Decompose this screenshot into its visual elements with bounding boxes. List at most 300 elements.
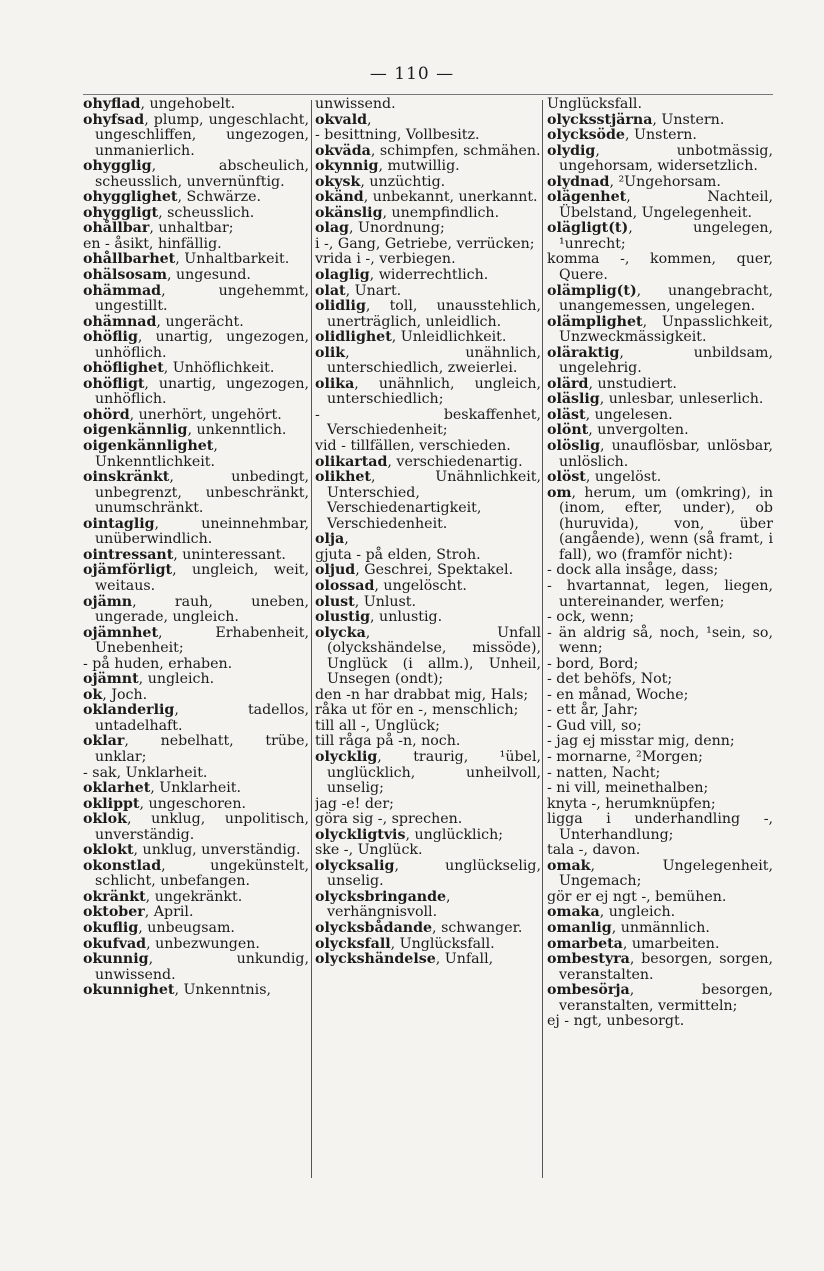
entry-definition: , nebelhatt, trübe, unklar; xyxy=(95,733,309,765)
dictionary-entry xyxy=(547,252,773,283)
dictionary-entry xyxy=(83,97,309,113)
entry-headword: ohöfligt xyxy=(83,375,145,392)
dictionary-entry xyxy=(83,921,309,937)
entry-headword: oläslig xyxy=(547,391,600,408)
entry-definition: , unbotmässig, ungehorsam, widersetzlich. xyxy=(559,142,773,175)
dictionary-entry xyxy=(547,470,773,486)
entry-definition: , Unfall (olyckshändelse, missöde), Unglück (i allm.), Unheil, Unsegen (ondt); xyxy=(327,624,541,688)
entry-definition: , unähnlich, unterschiedlich, zweierlei. xyxy=(327,344,541,377)
entry-headword: olyckligtvis xyxy=(315,826,406,843)
dictionary-entry xyxy=(547,144,773,175)
entry-definition: , herum, um (omkring), in (inom, efter, under), ob (huruvida), von, über (angående), wenn (så framt, i fall), wo (framför nicht): xyxy=(559,484,773,563)
entry-headword: olöst xyxy=(547,469,586,486)
entry-definition: , mutwillig. xyxy=(378,158,460,175)
dictionary-entry xyxy=(547,626,773,657)
entry-headword: oklar xyxy=(83,733,125,750)
dictionary-entry xyxy=(83,439,309,470)
dictionary-entry xyxy=(315,268,541,284)
entry-headword: oigenkännlig xyxy=(83,422,188,439)
dictionary-entry xyxy=(315,703,541,719)
entry-definition: , unbezwungen. xyxy=(146,935,260,952)
entry-headword: olämplighet xyxy=(547,313,643,330)
dictionary-entry xyxy=(83,734,309,765)
entry-definition: , besorgen, sorgen, veranstalten. xyxy=(559,951,773,983)
entry-definition: , Geschrei, Spektakel. xyxy=(355,562,514,579)
dictionary-entry xyxy=(83,595,309,626)
entry-definition: - det behöfs, Not; xyxy=(547,671,673,688)
entry-headword: ointaglig xyxy=(83,515,155,532)
entry-definition: , unangebracht, unangemessen, ungelegen. xyxy=(559,282,773,315)
dictionary-entry xyxy=(547,952,773,983)
entry-definition: , traurig, ¹übel, unglücklich, unheilvoll, unselig; xyxy=(327,748,541,797)
dictionary-entry xyxy=(315,797,541,813)
entry-definition: , toll, unausstehlich, unerträglich, unleidlich. xyxy=(327,298,541,330)
dictionary-column-3 xyxy=(547,97,773,1177)
entry-headword: ombesörja xyxy=(547,982,630,999)
dictionary-entry xyxy=(315,532,541,548)
entry-definition: ligga i underhandling -, Unterhandlung; xyxy=(547,811,773,843)
entry-definition: , Joch. xyxy=(102,686,148,703)
dictionary-entry xyxy=(547,610,773,626)
entry-headword: okänd xyxy=(315,189,364,206)
entry-definition: , unklug, unpolitisch, unverständig. xyxy=(95,811,309,843)
dictionary-entry xyxy=(83,672,309,688)
entry-definition: , ungekünstelt, schlicht, unbefangen. xyxy=(95,857,309,890)
entry-definition: , tadellos, untadelhaft. xyxy=(95,702,309,734)
entry-headword: olärd xyxy=(547,375,589,392)
dictionary-entry xyxy=(547,113,773,129)
dictionary-entry xyxy=(547,377,773,393)
entry-headword: olydnad xyxy=(547,173,610,190)
dictionary-entry xyxy=(547,175,773,191)
entry-definition: , abscheulich, scheusslich, unvernünftig. xyxy=(95,158,309,190)
entry-definition: , ungleich. xyxy=(138,671,215,688)
entry-definition: - ni vill, meinethalben; xyxy=(547,780,709,797)
dictionary-entry xyxy=(315,828,541,844)
dictionary-entry xyxy=(83,252,309,268)
dictionary-entry xyxy=(547,859,773,890)
dictionary-entry xyxy=(315,812,541,828)
entry-headword: olämplig(t) xyxy=(547,282,637,299)
entry-headword: ohyggligt xyxy=(83,204,159,221)
entry-definition: , Ungelegenheit, Ungemach; xyxy=(559,857,773,890)
entry-definition: gjuta - på elden, Stroh. xyxy=(315,546,481,563)
entry-headword: olika xyxy=(315,375,355,392)
entry-headword: ointressant xyxy=(83,546,174,563)
entry-headword: okränkt xyxy=(83,888,146,905)
entry-definition: , unähnlich, ungleich, unterschiedlich; xyxy=(327,375,541,408)
dictionary-entry xyxy=(83,190,309,206)
column-divider xyxy=(542,100,543,1178)
entry-definition: den -n har drabbat mig, Hals; xyxy=(315,686,529,703)
dictionary-column-1 xyxy=(83,97,309,1177)
entry-definition: , ungesund. xyxy=(167,267,251,284)
entry-definition: , Unkenntnis, xyxy=(174,982,272,999)
dictionary-entry xyxy=(83,657,309,673)
entry-definition: ske -, Unglück. xyxy=(315,842,423,859)
dictionary-entry xyxy=(315,128,541,144)
entry-definition: unwissend. xyxy=(315,97,396,112)
entry-definition: knyta -, herumknüpfen; xyxy=(547,795,716,812)
entry-headword: oläst xyxy=(547,406,586,423)
entry-headword: omaka xyxy=(547,904,600,921)
entry-definition: , scheusslich. xyxy=(158,204,255,221)
entry-definition: , unlesbar, unleserlich. xyxy=(599,391,764,408)
entry-headword: okunnighet xyxy=(83,982,175,999)
entry-definition: , unkundig, unwissend. xyxy=(95,951,309,983)
entry-definition: - dock alla insåge, dass; xyxy=(547,562,719,579)
entry-definition: , unbeugsam. xyxy=(138,919,235,936)
entry-definition: , Unglücksfall. xyxy=(390,935,495,952)
entry-headword: oklokt xyxy=(83,842,134,859)
entry-definition: - än aldrig så, noch, ¹sein, so, wenn; xyxy=(547,624,773,657)
entry-definition: jag -e! der; xyxy=(315,795,394,812)
dictionary-entry xyxy=(83,688,309,704)
dictionary-entry xyxy=(83,548,309,564)
dictionary-entry xyxy=(547,408,773,424)
entry-definition: , Unart. xyxy=(345,282,402,299)
entry-definition: komma -, kommen, quer, Quere. xyxy=(547,251,773,284)
dictionary-entry xyxy=(547,221,773,252)
entry-headword: okysk xyxy=(315,173,361,190)
dictionary-entry xyxy=(547,921,773,937)
entry-headword: olöslig xyxy=(547,438,601,455)
entry-definition: , unbekannt, unerkannt. xyxy=(363,189,538,206)
entry-definition: göra sig -, sprechen. xyxy=(315,811,463,828)
dictionary-entry xyxy=(547,750,773,766)
entry-definition: , umarbeiten. xyxy=(622,935,720,952)
entry-headword: ombestyra xyxy=(547,951,630,968)
dictionary-entry xyxy=(83,221,309,237)
entry-definition: , Unstern. xyxy=(652,111,725,128)
entry-definition: råka ut för en -, menschlich; xyxy=(315,702,519,719)
dictionary-entry xyxy=(547,843,773,859)
dictionary-entry xyxy=(315,221,541,237)
entry-headword: ohygglighet xyxy=(83,189,178,206)
dictionary-entry xyxy=(315,859,541,890)
entry-headword: ohyflad xyxy=(83,97,141,112)
entry-definition: , unhaltbar; xyxy=(149,220,234,237)
entry-definition: , unglückselig, unselig. xyxy=(327,857,541,890)
dictionary-entry xyxy=(315,579,541,595)
entry-definition: - ock, wenn; xyxy=(547,609,635,626)
entry-headword: okynnig xyxy=(315,158,379,175)
dictionary-entry xyxy=(315,299,541,330)
entry-definition: , verhängnisvoll. xyxy=(327,888,451,921)
entry-definition: - hvartannat, legen, liegen, untereinander, werfen; xyxy=(547,577,773,610)
entry-definition: , ungeschoren. xyxy=(139,795,246,812)
entry-definition: , Unähnlichkeit, Unterschied, Verschiedenartigkeit, Verschiedenheit. xyxy=(327,469,541,532)
dictionary-entry xyxy=(315,750,541,797)
entry-headword: oklippt xyxy=(83,795,140,812)
dictionary-entry xyxy=(83,315,309,331)
dictionary-entry xyxy=(547,937,773,953)
dictionary-entry xyxy=(83,408,309,424)
entry-definition: , unglücklich; xyxy=(405,826,503,843)
entry-headword: olidlig xyxy=(315,298,366,315)
entry-headword: ohöflighet xyxy=(83,360,164,377)
entry-headword: om xyxy=(547,484,572,501)
dictionary-entry xyxy=(547,392,773,408)
entry-definition: , widerrechtlich. xyxy=(369,267,489,284)
entry-definition: - ett år, Jahr; xyxy=(547,702,639,719)
entry-headword: olönt xyxy=(547,422,589,439)
dictionary-entry xyxy=(547,797,773,813)
dictionary-entry xyxy=(547,315,773,346)
entry-definition: , besorgen, veranstalten, vermitteln; xyxy=(559,982,773,1014)
entry-definition: , Nachteil, Übelstand, Ungelegenheit. xyxy=(559,189,773,221)
entry-headword: okonstlad xyxy=(83,857,162,874)
entry-headword: olikhet xyxy=(315,469,371,486)
entry-definition: , Erhabenheit, Unebenheit; xyxy=(95,624,309,657)
entry-definition: , schimpfen, schmähen. xyxy=(370,142,541,159)
entry-headword: ohyfsad xyxy=(83,111,145,128)
dictionary-entry xyxy=(547,672,773,688)
dictionary-entry xyxy=(547,563,773,579)
entry-definition: - natten, Nacht; xyxy=(547,764,661,781)
entry-headword: olägenhet xyxy=(547,189,627,206)
entry-headword: ohöflig xyxy=(83,329,138,346)
entry-definition: , ungelesen. xyxy=(585,406,673,423)
entry-headword: olycklig xyxy=(315,748,378,765)
entry-headword: ok xyxy=(83,686,103,703)
entry-headword: olust xyxy=(315,593,355,610)
entry-definition: , schwanger. xyxy=(432,919,523,936)
entry-definition: , unbildsam, ungelehrig. xyxy=(559,344,773,377)
dictionary-entry xyxy=(547,983,773,1014)
dictionary-entry xyxy=(547,766,773,782)
dictionary-entry xyxy=(547,284,773,315)
dictionary-entry xyxy=(547,688,773,704)
dictionary-entry xyxy=(315,563,541,579)
entry-definition: , ungehemmt, ungestillt. xyxy=(95,282,309,315)
entry-definition: , unerhört, ungehört. xyxy=(129,406,282,423)
dictionary-entry xyxy=(315,921,541,937)
dictionary-entry xyxy=(315,688,541,704)
entry-definition: , plump, ungeschlacht, ungeschliffen, ungezogen, unmanierlich. xyxy=(95,111,309,159)
entry-headword: olat xyxy=(315,282,346,299)
entry-headword: olikartad xyxy=(315,453,388,470)
entry-definition: , xyxy=(344,531,349,548)
dictionary-entry xyxy=(83,890,309,906)
dictionary-entry xyxy=(315,113,541,129)
entry-headword: oktober xyxy=(83,904,145,921)
entry-definition: , Unstern. xyxy=(624,127,697,144)
entry-definition: - en månad, Woche; xyxy=(547,686,689,703)
entry-definition: , unempfindlich. xyxy=(382,204,500,221)
entry-definition: , verschiedenartig. xyxy=(387,453,523,470)
entry-headword: oklok xyxy=(83,811,127,828)
dictionary-entry xyxy=(83,843,309,859)
dictionary-entry xyxy=(315,377,541,408)
entry-headword: ohämnad xyxy=(83,313,157,330)
dictionary-entry xyxy=(83,812,309,843)
dictionary-entry xyxy=(83,423,309,439)
entry-headword: ohållbar xyxy=(83,220,150,237)
entry-headword: okänslig xyxy=(315,204,383,221)
dictionary-entry xyxy=(83,859,309,890)
dictionary-entry xyxy=(547,190,773,221)
dictionary-entry xyxy=(547,439,773,470)
entry-definition: , Unklarheit. xyxy=(150,780,242,797)
dictionary-entry xyxy=(315,439,541,455)
entry-definition: - mornarne, ²Morgen; xyxy=(547,748,703,765)
dictionary-entry xyxy=(83,766,309,782)
entry-definition: - Gud vill, so; xyxy=(547,717,642,734)
entry-headword: ohållbarhet xyxy=(83,251,176,268)
dictionary-entry xyxy=(83,781,309,797)
dictionary-entry xyxy=(83,952,309,983)
dictionary-entry xyxy=(315,843,541,859)
entry-headword: olag xyxy=(315,220,349,237)
entry-definition: , unklug, unverständig. xyxy=(133,842,301,859)
entry-definition: , Unpasslichkeit, Unzweckmässigkeit. xyxy=(559,313,773,346)
entry-definition: , unmännlich. xyxy=(611,919,710,936)
dictionary-entry xyxy=(315,330,541,346)
dictionary-entry xyxy=(315,206,541,222)
dictionary-entry xyxy=(83,113,309,160)
dictionary-entry xyxy=(315,190,541,206)
entry-headword: oinskränkt xyxy=(83,469,170,486)
dictionary-entry xyxy=(315,252,541,268)
dictionary-entry xyxy=(547,703,773,719)
dictionary-entry xyxy=(315,610,541,626)
dictionary-entry xyxy=(547,97,773,113)
dictionary-entry xyxy=(547,734,773,750)
entry-headword: oklanderlig xyxy=(83,702,175,719)
entry-headword: olycka xyxy=(315,624,366,641)
dictionary-entry xyxy=(315,937,541,953)
dictionary-entry xyxy=(547,812,773,843)
entry-definition: , ungleich, weit, weitaus. xyxy=(95,562,309,594)
entry-headword: omak xyxy=(547,857,591,874)
dictionary-entry xyxy=(315,595,541,611)
dictionary-entry xyxy=(83,330,309,361)
entry-definition: , Unfall, xyxy=(435,951,494,968)
entry-definition: - sak, Unklarheit. xyxy=(83,764,208,781)
entry-headword: oklarhet xyxy=(83,780,151,797)
entry-definition: - jag ej misstar mig, denn; xyxy=(547,733,735,750)
dictionary-entry xyxy=(315,890,541,921)
entry-definition: gör er ej ngt -, bemühen. xyxy=(547,888,727,905)
dictionary-entry xyxy=(83,626,309,657)
entry-definition: - på huden, erhaben. xyxy=(83,655,233,672)
dictionary-entry xyxy=(83,905,309,921)
entry-definition: , ungekränkt. xyxy=(145,888,243,905)
entry-definition: , ungelöscht. xyxy=(374,577,467,594)
dictionary-entry xyxy=(547,346,773,377)
dictionary-entry xyxy=(83,797,309,813)
dictionary-entry xyxy=(315,408,541,439)
entry-definition: , ²Ungehorsam. xyxy=(609,173,721,190)
entry-definition: , unauflösbar, unlösbar, unlöslich. xyxy=(559,438,773,470)
dictionary-column-2 xyxy=(315,97,541,1177)
entry-headword: olaglig xyxy=(315,267,370,284)
entry-headword: oigenkännlighet xyxy=(83,438,214,455)
entry-definition: , Unhaltbarkeit. xyxy=(175,251,290,268)
dictionary-entry xyxy=(547,423,773,439)
dictionary-entry xyxy=(315,455,541,471)
dictionary-entry xyxy=(83,268,309,284)
entry-definition: tala -, davon. xyxy=(547,842,641,859)
dictionary-entry xyxy=(83,517,309,548)
dictionary-entry xyxy=(547,1014,773,1030)
dictionary-entry xyxy=(83,159,309,190)
entry-definition: , unstudiert. xyxy=(588,375,677,392)
entry-headword: olycksstjärna xyxy=(547,111,653,128)
entry-definition: , uninteressant. xyxy=(173,546,286,563)
dictionary-entry xyxy=(83,937,309,953)
entry-headword: olik xyxy=(315,344,346,361)
entry-headword: oläraktig xyxy=(547,344,620,361)
page-number: — 110 — xyxy=(369,64,455,84)
dictionary-entry xyxy=(315,284,541,300)
entry-headword: olydig xyxy=(547,142,596,159)
entry-definition: , unzüchtig. xyxy=(360,173,446,190)
entry-headword: ohälsosam xyxy=(83,267,168,284)
dictionary-entry xyxy=(83,284,309,315)
entry-definition: , unartig, ungezogen, unhöflich. xyxy=(95,329,309,361)
entry-definition: , Unleidlichkeit. xyxy=(391,329,507,346)
entry-definition: - besittning, Vollbesitz. xyxy=(315,127,480,144)
entry-definition: , Schwärze. xyxy=(177,189,262,206)
entry-headword: olustig xyxy=(315,609,371,626)
entry-definition: , unlustig. xyxy=(370,609,443,626)
dictionary-entry xyxy=(547,781,773,797)
dictionary-entry xyxy=(315,97,541,113)
entry-definition: till råga på -n, noch. xyxy=(315,733,461,750)
entry-definition: - bord, Bord; xyxy=(547,655,639,672)
entry-definition: i -, Gang, Getriebe, verrücken; xyxy=(315,235,535,252)
entry-definition: , Unlust. xyxy=(354,593,416,610)
entry-headword: olja xyxy=(315,531,345,548)
entry-definition: , ungerächt. xyxy=(156,313,244,330)
entry-headword: olycksöde xyxy=(547,127,625,144)
entry-definition: ej - ngt, unbesorgt. xyxy=(547,1013,685,1030)
dictionary-entry xyxy=(547,905,773,921)
entry-definition: vid - tillfällen, verschieden. xyxy=(315,438,511,455)
entry-headword: ojämförligt xyxy=(83,562,173,579)
dictionary-entry xyxy=(315,346,541,377)
entry-definition: , unbedingt, unbegrenzt, unbeschränkt, unumschränkt. xyxy=(95,469,309,517)
entry-headword: ojämn xyxy=(83,593,133,610)
entry-headword: okväda xyxy=(315,142,371,159)
header-rule xyxy=(83,94,773,95)
entry-headword: olidlighet xyxy=(315,329,392,346)
entry-headword: omarbeta xyxy=(547,935,623,952)
entry-definition: vrida i -, verbiegen. xyxy=(315,251,456,268)
dictionary-entry xyxy=(315,237,541,253)
entry-definition: , ungelöst. xyxy=(585,469,662,486)
entry-headword: oljud xyxy=(315,562,356,579)
entry-definition: , Unhöflichkeit. xyxy=(163,360,275,377)
entry-headword: olycksbringande xyxy=(315,888,447,905)
entry-headword: okunnig xyxy=(83,951,149,968)
entry-definition: , rauh, uneben, ungerade, ungleich. xyxy=(95,593,309,626)
entry-definition: en - åsikt, hinfällig. xyxy=(83,235,222,252)
entry-definition: - beskaffenhet, Verschiedenheit; xyxy=(315,406,541,439)
entry-headword: ojämnhet xyxy=(83,624,159,641)
entry-headword: olycksalig xyxy=(315,857,395,874)
column-divider xyxy=(311,100,312,1178)
dictionary-entry xyxy=(83,361,309,377)
entry-definition: Unglücksfall. xyxy=(547,97,642,112)
entry-headword: okvald xyxy=(315,111,368,128)
dictionary-entry xyxy=(83,377,309,408)
entry-definition: , April. xyxy=(144,904,194,921)
dictionary-entry xyxy=(315,734,541,750)
dictionary-entry xyxy=(315,952,541,968)
